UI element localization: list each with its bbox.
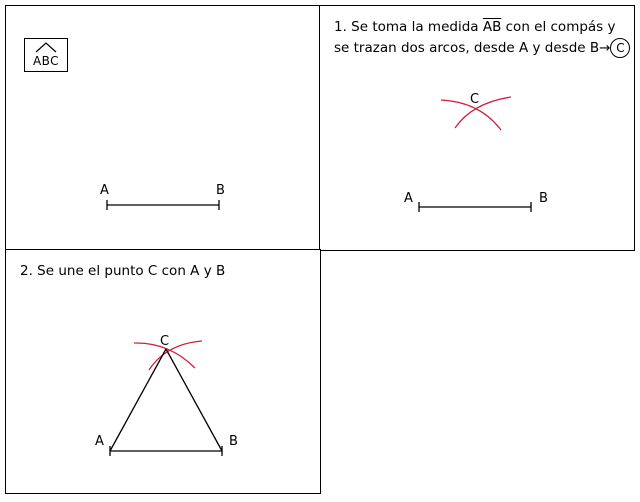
label-c: C (160, 334, 170, 349)
label-b: B (216, 183, 225, 198)
label-a: A (95, 434, 104, 449)
circled-c-icon: C (610, 38, 630, 58)
given-segment-figure (6, 6, 322, 252)
angle-abc-label: ABC (32, 54, 60, 68)
panel-step-1 (319, 5, 635, 251)
label-b: B (539, 191, 548, 206)
segment-ab-overline: $\overline{AB}$ (482, 19, 502, 35)
arrow-icon: → (599, 40, 611, 56)
step-2-figure (6, 250, 322, 495)
side-bc (166, 349, 222, 451)
step-1-caption: 1. Se toma la medida $\overline{AB}$ con el compás y se trazan dos arcos, desde A y desde B→ C (334, 17, 634, 59)
panel-given-segment (5, 5, 321, 251)
panel-step-2 (5, 249, 321, 494)
step-2-caption: 2. Se une el punto C con A y B (20, 263, 226, 279)
label-a: A (404, 191, 413, 206)
side-ac (110, 349, 166, 451)
label-c: C (470, 92, 480, 107)
label-b: B (229, 434, 238, 449)
label-a: A (100, 183, 109, 198)
step-1-figure (320, 6, 636, 252)
